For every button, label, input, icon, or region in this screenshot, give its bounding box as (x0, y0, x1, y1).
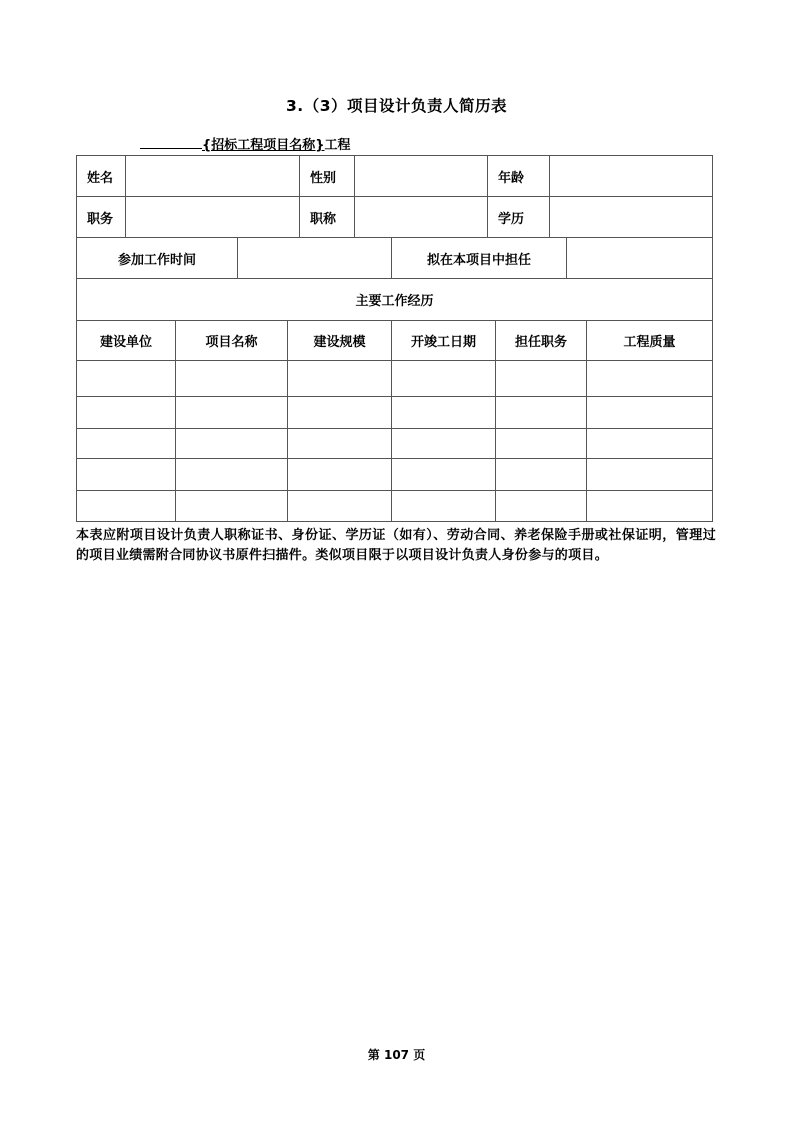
page-number: 第 107 页 (367, 1048, 426, 1062)
table-cell[interactable] (288, 397, 392, 429)
table-cell[interactable] (392, 361, 496, 397)
name-field[interactable] (126, 156, 300, 197)
table-row (77, 279, 713, 321)
table-cell[interactable] (77, 361, 176, 397)
column-header: 建设单位 (77, 321, 176, 361)
table-cell[interactable] (288, 361, 392, 397)
table-cell[interactable] (496, 429, 587, 459)
table-cell[interactable] (496, 361, 587, 397)
position-field[interactable] (126, 197, 300, 238)
table-cell[interactable] (77, 397, 176, 429)
column-header: 建设规模 (288, 321, 392, 361)
project-name-suffix: 工程 (324, 138, 351, 153)
name-label: 姓名 (77, 156, 126, 197)
work-start-field[interactable] (238, 238, 392, 279)
basic-info-table (76, 155, 713, 238)
table-cell[interactable] (496, 397, 587, 429)
attachment-note: 本表应附项目设计负责人职称证书、身份证、学历证（如有）、劳动合同、养老保险手册或社保证明，管理过的项目业绩需附合同协议书原件扫描件。类似项目限于以项目设计负责人身份参与的项目。 (76, 528, 716, 563)
table-row (77, 429, 713, 459)
education-field[interactable] (550, 197, 713, 238)
table-cell[interactable] (496, 459, 587, 491)
project-name-placeholder: {招标工程项目名称} (202, 138, 325, 153)
table-cell[interactable] (392, 397, 496, 429)
position-label: 职务 (77, 197, 126, 238)
table-cell[interactable] (176, 361, 288, 397)
table-cell[interactable] (392, 491, 496, 522)
table-row (77, 397, 713, 429)
table-row (77, 491, 713, 522)
table-cell[interactable] (176, 491, 288, 522)
column-header: 开竣工日期 (392, 321, 496, 361)
table-cell[interactable] (587, 361, 713, 397)
title-label: 职称 (300, 197, 355, 238)
table-cell[interactable] (587, 397, 713, 429)
gender-label: 性别 (300, 156, 355, 197)
table-row (77, 459, 713, 491)
table-cell[interactable] (77, 459, 176, 491)
gender-field[interactable] (355, 156, 488, 197)
age-field[interactable] (550, 156, 713, 197)
work-info-table (76, 237, 713, 279)
table-cell[interactable] (587, 459, 713, 491)
table-row (77, 238, 713, 279)
table-cell[interactable] (496, 491, 587, 522)
title-field[interactable] (355, 197, 488, 238)
role-label: 拟在本项目中担任 (392, 238, 567, 279)
age-label: 年龄 (488, 156, 550, 197)
table-row (77, 156, 713, 197)
table-cell[interactable] (77, 429, 176, 459)
column-header: 项目名称 (176, 321, 288, 361)
table-row (77, 197, 713, 238)
header-row (77, 321, 713, 361)
column-header: 担任职务 (496, 321, 587, 361)
project-name-line (140, 134, 351, 153)
section-title: 主要工作经历 (77, 279, 713, 321)
table-cell[interactable] (77, 491, 176, 522)
table-cell[interactable] (288, 459, 392, 491)
table-cell[interactable] (392, 459, 496, 491)
column-header: 工程质量 (587, 321, 713, 361)
work-start-label: 参加工作时间 (77, 238, 238, 279)
table-cell[interactable] (176, 429, 288, 459)
table-cell[interactable] (176, 397, 288, 429)
table-cell[interactable] (392, 429, 496, 459)
project-name-blank[interactable] (140, 136, 202, 149)
role-field[interactable] (567, 238, 713, 279)
table-cell[interactable] (288, 491, 392, 522)
table-cell[interactable] (288, 429, 392, 459)
page-title: 3.（3）项目设计负责人简历表 (286, 97, 507, 115)
experience-table (76, 278, 713, 522)
table-cell[interactable] (176, 459, 288, 491)
table-cell[interactable] (587, 429, 713, 459)
table-row (77, 361, 713, 397)
table-cell[interactable] (587, 491, 713, 522)
education-label: 学历 (488, 197, 550, 238)
